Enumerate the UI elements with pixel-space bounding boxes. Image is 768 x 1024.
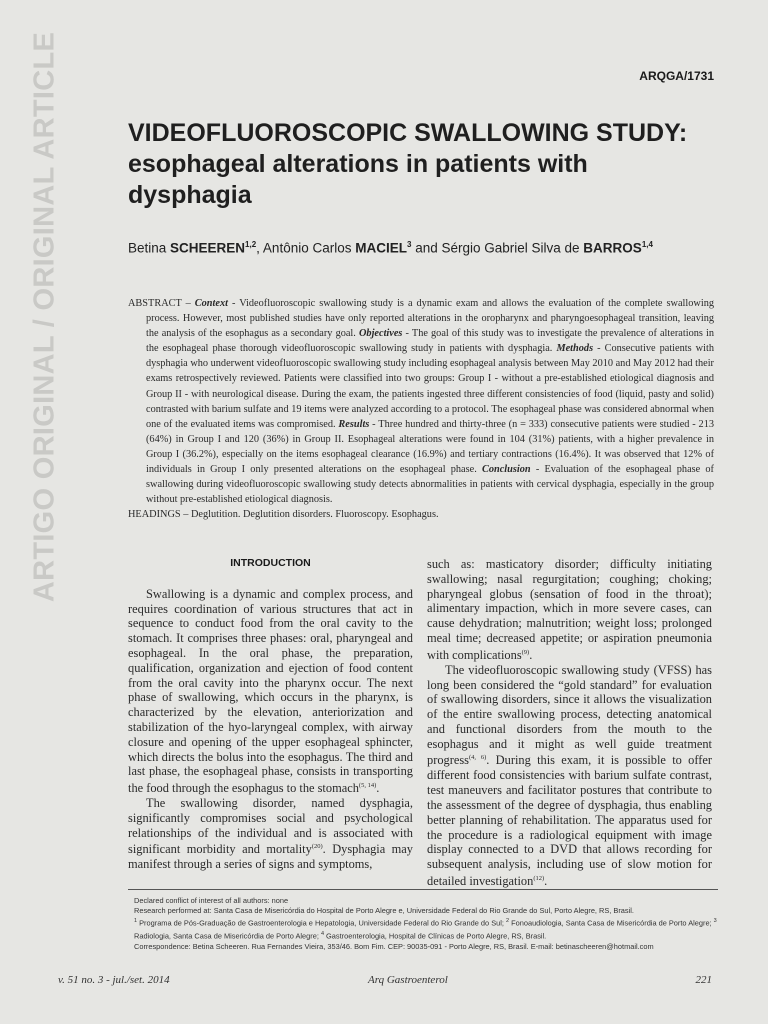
author-3-affil: 1,4 — [641, 240, 653, 249]
abstract-context-label: Context — [194, 298, 228, 309]
intro-p1-text: Swallowing is a dynamic and complex process, and requires coordination of various structures that act in sequence to conduct food from the oral cavity to the stomach. It comprises three phases: oral, pharyngeal and esophageal. In the oral phase, the preparation, qualification, organization and ejection of food content from the oral cavity into the pharynx occur. The next phase of swallowing, which occurs in the pharynx, is characterized by the elevation, anteriorization and stabilization of the hyo-laryngeal complex, with airway closure and opening of the upper esophageal sphincter, which directs the bolus into the esophagus. The third and last phase, the esophageal phase, consists in transporting the food through the esophagus to the stomach — [128, 586, 413, 796]
abstract — [128, 296, 714, 522]
footer-journal: Arq Gastroenterol — [368, 974, 448, 986]
intro-paragraph-4 — [427, 663, 712, 889]
citation-ref: (20) — [311, 843, 323, 851]
introduction-heading: INTRODUCTION — [230, 557, 311, 569]
citation-ref: (12) — [533, 874, 545, 882]
abstract-objectives: - The goal of this study was to investigate the prevalence of alterations in the esophageal phase thorough videofluoroscopic swallowing study in patients with dysphagia. — [146, 328, 714, 355]
affil-marker: 2 — [506, 918, 510, 925]
author-list — [128, 240, 728, 256]
author-3-first: and Sérgio Gabriel Silva de — [411, 240, 584, 256]
intro-paragraph-2 — [128, 796, 413, 872]
intro-p4-text: The videofluoroscopic swallowing study (VFSS) has long been considered the “gold standard” for evaluation of swallowing disorders, since it allows the visualization of the entire swallowing process, detecting anatomical and functional disorders from the mouth to the esophagus and it might as well guide treatment progress — [427, 662, 712, 768]
citation-ref: (9) — [521, 648, 530, 656]
footnote-research-site: Research performed at: Santa Casa de Misericórdia do Hospital de Porto Alegre e, Universidade Federal do Rio Grande do Sul, Porto Alegre, RS, Brasil. — [134, 906, 634, 916]
abstract-conclusion-label: Conclusion — [481, 464, 531, 476]
footnote-affiliations — [128, 916, 718, 941]
intro-p1-end: . — [376, 781, 380, 796]
author-1-first: Betina — [128, 240, 171, 256]
affil-marker: 3 — [713, 918, 717, 925]
abstract-methods-label: Methods — [556, 343, 594, 355]
intro-p2-end: . Dysphagia may manifest through a series of signs and symptoms, — [128, 842, 413, 872]
page-number: 221 — [695, 974, 712, 986]
section-side-label — [28, 31, 61, 603]
author-2-last: MACIEL — [355, 240, 407, 256]
abstract-context: - Videofluoroscopic swallowing study is a dynamic exam and allows the evaluation of the complete swallowing process. However, most published studies have only reported alterations in the oropharynx and pharyngoesophageal transition, leaving the analysis of the esophagus as a secondary goal. — [146, 298, 714, 340]
footnotes — [128, 889, 718, 952]
body-column-left — [128, 556, 413, 872]
affil-marker: 4 — [320, 931, 324, 938]
citation-ref: (4, 6) — [468, 754, 487, 762]
author-2-first: , Antônio Carlos — [256, 240, 356, 256]
keywords — [128, 507, 714, 522]
intro-p2-text: The swallowing disorder, named dysphagia, significantly compromises social and psychological relationships of the individual and is associated with significant morbidity and mortality — [128, 796, 413, 857]
abstract-results-label: Results — [338, 418, 370, 430]
footnote-conflict: Declared conflict of interest of all authors: none — [134, 896, 289, 905]
affil-marker: 1 — [134, 918, 138, 925]
author-1-affil: 1,2 — [245, 240, 257, 249]
intro-p4-end: . — [544, 874, 548, 889]
intro-paragraph-3 — [427, 557, 712, 663]
affil-2: Fonoaudiologia, Santa Casa de Misericórdia de Porto Alegre; — [509, 918, 714, 928]
side-label-text: ARTIGO ORIGINAL / ORIGINAL ARTICLE — [28, 31, 61, 603]
keywords-label: HEADINGS — [128, 509, 181, 521]
abstract-objectives-label: Objectives — [358, 328, 403, 340]
footer-volume: v. 51 no. 3 - jul./set. 2014 — [58, 974, 170, 986]
author-3-last: BARROS — [583, 240, 642, 256]
intro-paragraph-1 — [128, 587, 413, 796]
abstract-label: ABSTRACT – — [128, 298, 195, 309]
affil-1: Programa de Pós-Graduação de Gastroenterologia e Hepatologia, Universidade Federal do Rio Grande do Sul; — [137, 918, 506, 928]
intro-p3-text: such as: masticatory disorder; difficulty initiating swallowing; nasal regurgitation; coughing; choking; pharyngeal globus (sensation of food in the throat); alimentary impaction, which in more severe cases, can cause dehydration; malnutrition; weight loss; prolonged meal time; decreased appetite; or aspiration pneumonia with complications — [427, 557, 712, 662]
abstract-methods: - Consecutive patients with dysphagia who underwent videofluoroscopic swallowing study including esophageal analysis between May 2010 and May 2012 had their exams retrospectively reviewed. Patients were classified into two groups: Group I - without a pre-established etiological diagnosis and Group II - with neurological disease. During the exam, the patients ingested three different consistencies of food (liquid, pasty and solid) contrasted with barium sulfate and 19 items were analyzed according to a protocol. The esophageal phase was considered abnormal when one of the evaluated items was compromised. — [146, 343, 714, 430]
abstract-results: - Three hundred and thirty-three (n = 333) consecutive patients were studied - 213 (64%) in Group I and 120 (36%) in Group II. Esophageal alterations were found in 104 (31%) patients, with a higher prevalence in Group I (36.2%), especially on the items esophageal clearance (16.9%) and tertiary contractions (16.4%). It was observed that 12% of individuals in Group I only presented alterations on the esophageal phase. — [146, 418, 715, 476]
footnote-correspondence: Correspondence: Betina Scheeren. Rua Fernandes Vieira, 353/46. Bom Fim. CEP: 90035-091 - Porto Alegre, RS, Brasil. E-mail: betinascheeren@hotmail.com — [134, 941, 654, 951]
intro-p3-end: . — [529, 647, 533, 662]
author-2-affil: 3 — [406, 240, 412, 249]
citation-ref: (5, 14) — [358, 782, 377, 790]
abstract-conclusion: - Evaluation of the esophageal phase of swallowing during videofluoroscopic swallowing study detects abnormalities in patients with cervical dysphagia, especially in the group without pre-established etiological diagnosis. — [146, 464, 714, 506]
affil-3: Radiologia, Santa Casa de Misericórdia de Porto Alegre; — [134, 931, 321, 941]
author-1-last: SCHEEREN — [170, 240, 246, 256]
article-title: VIDEOFLUOROSCOPIC SWALLOWING STUDY: esophageal alterations in patients with dysphagia — [128, 119, 688, 209]
body-column-right — [427, 557, 712, 889]
keywords-list: – Deglutition. Deglutition disorders. Fluoroscopy. Esophagus. — [180, 509, 439, 521]
article-id: ARQGA/1731 — [639, 69, 714, 83]
intro-p4-mid: . During this exam, it is possible to offer different food consistencies with barium sulfate contrast, test maneuvers and facilitator postures that contribute to the assessment of the degree of dysphagia, thus enabling better planning of rehabilitation. The apparatus used for the procedure is a radiological equipment with image display connected to a DVD that allows recording for subsequent analysis, including use of slow motion for detailed investigation — [427, 753, 712, 889]
abstract-body — [128, 296, 714, 507]
affil-4: Gastroenterologia, Hospital de Clínicas de Porto Alegre, RS, Brasil. — [324, 931, 547, 941]
